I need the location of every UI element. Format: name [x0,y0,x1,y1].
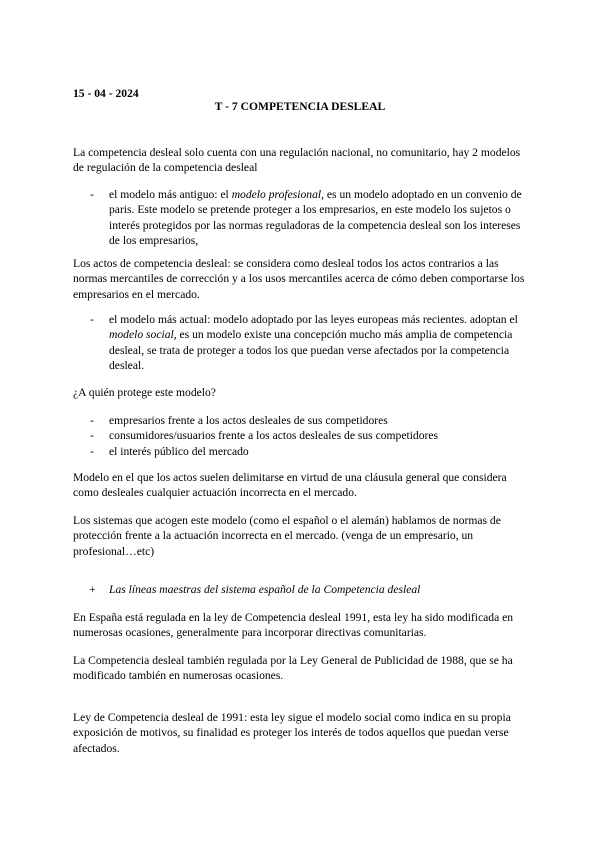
emphasis-modelo-profesional: modelo profesional [231,188,322,201]
document-title: T - 7 COMPETENCIA DESLEAL [214,100,386,113]
intro-paragraph: La competencia desleal solo cuenta con una regulación nacional, no comunitario, hay 2 modelos de regulación de la competencia desleal [73,146,521,175]
dash-bullet: - [90,414,94,427]
publicity-paragraph: La Competencia desleal también regulada por la Ley General de Publicidad de 1988, que se ha modificado también en numerosas ocasiones. [73,654,513,683]
list-item: - el interés público del mercado [90,444,249,458]
model2-list [73,312,528,374]
question-paragraph: ¿A quién protege este modelo? [73,386,216,399]
law1991-paragraph: Ley de Competencia desleal de 1991: esta ley sigue el modelo social como indica en su propia exposición de motivos, su finalidad es proteger los interés de todos aquellos que puedan verse afectados. [73,711,511,755]
section-heading [73,582,564,597]
protects-list [73,413,528,459]
plus-bullet: + [89,583,96,596]
dash-bullet: - [90,313,94,326]
model1-list [73,187,528,249]
section-heading-text: Las líneas maestras del sistema español de la Competencia desleal [109,583,421,596]
clause-paragraph: Modelo en el que los actos suelen delimitarse en virtud de una cláusula general que considera como desleales cualquier actuación incorrecta en el mercado. [73,471,507,500]
acts-paragraph: Los actos de competencia desleal: se considera como desleal todos los actos contrarios a las normas mercantiles de corrección y a los usos mercantiles acerca de cómo deben comportarse los empresarios en el mercado. [73,257,525,301]
systems-paragraph: Los sistemas que acogen este modelo (como el español o el alemán) hablamos de normas de protección frente a la actuación incorrecta en el mercado. (venga de un empresario, un profesional…etc) [73,514,501,558]
list-item: - el modelo más actual: modelo adoptado por las leyes europeas más recientes. adoptan el modelo social, es un modelo existe una concepción mucho más amplia de competencia desleal, se trata de proteger a todos los que puedan verse afectados por la competencia desleal. [90,313,518,373]
spain-paragraph: En España está regulada en la ley de Competencia desleal 1991, esta ley ha sido modificada en numerosas ocasiones, generalmente para incorporar directivas comunitarias. [73,611,514,640]
emphasis-modelo-social: modelo social [109,328,174,342]
dash-bullet: - [90,188,94,201]
dash-bullet: - [90,429,94,443]
list-item: - empresarios frente a los actos desleales de sus competidores [90,414,388,427]
list-item: - consumidores/usuarios frente a los actos desleales de sus competidores [90,429,439,443]
list-item: - el modelo más antiguo: el modelo profesional, es un modelo adoptado en un convenio de paris. Este modelo se pretende proteger a los empresarios, en este modelo los sujetos o interés protegidos por las normas reguladoras de la competencia desleal son los intereses de los empresarios, [90,188,522,248]
document-date: 15 - 04 - 2024 [73,87,139,100]
dash-bullet: - [90,444,94,458]
